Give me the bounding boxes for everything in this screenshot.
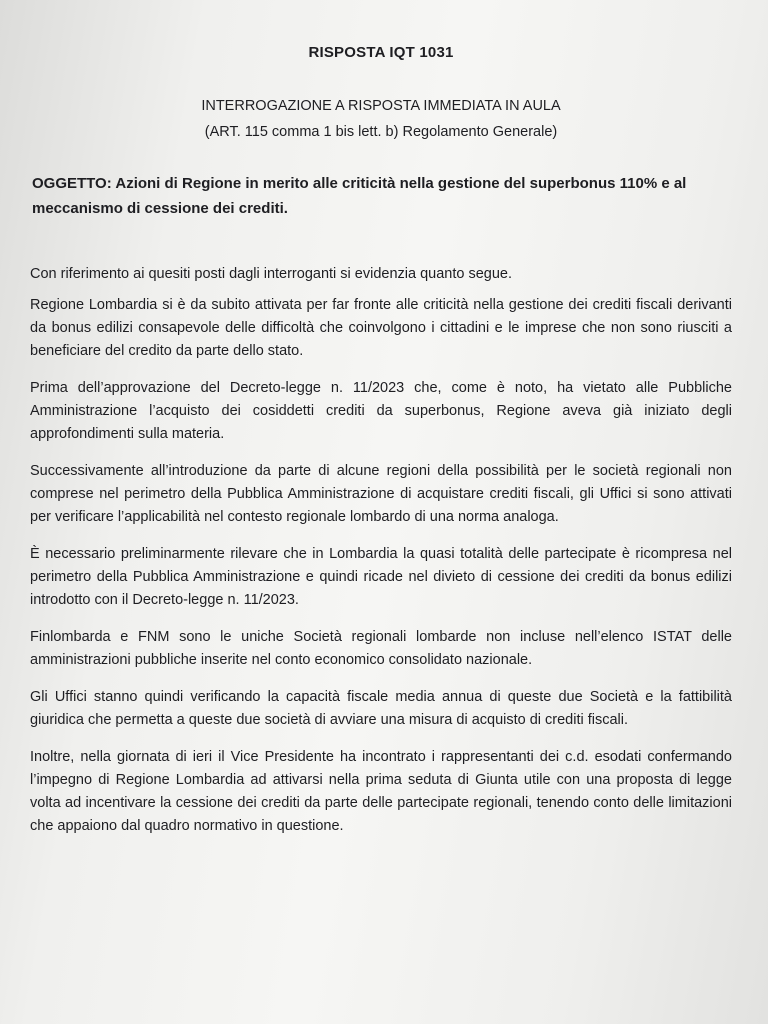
paragraph-8: Inoltre, nella giornata di ieri il Vice Presidente ha incontrato i rappresentanti dei c.d. esodati confermando l’impegno di Regione Lombardia ad attivarsi nella prima seduta di Giunta utile con una proposta di legge volta ad incentivare la cessione dei crediti da parte delle partecipate regionali, tenendo conto delle limitazioni che appaiono dal quadro normativo in questione. [30, 749, 732, 834]
paragraph-7: Gli Uffici stanno quindi verificando la capacità fiscale media annua di queste due Società e la fattibilità giuridica che permetta a queste due società di avviare una misura di acquisto di crediti fiscali. [30, 689, 732, 728]
document-title: RISPOSTA IQT 1031 [308, 44, 454, 61]
paragraph-1: Con riferimento ai quesiti posti dagli interroganti si evidenzia quanto segue. [30, 266, 513, 282]
paragraph-4: Successivamente all’introduzione da parte di alcune regioni della possibilità per le società regionali non comprese nel perimetro della Pubblica Amministrazione di acquistare crediti fiscali, gli Uffici si sono attivati per verificare l’applicabilità nel contesto regionale lombardo di una norma analoga. [30, 463, 732, 525]
paragraph-2: Regione Lombardia si è da subito attivata per far fronte alle criticità nella gestione dei crediti fiscali derivanti da bonus edilizi consapevole delle difficoltà che coinvolgono i cittadini e le imprese che non sono riusciti a beneficiare del credito da parte dello stato. [30, 297, 732, 359]
paragraph-5: È necessario preliminarmente rilevare che in Lombardia la quasi totalità delle partecipate è ricompresa nel perimetro della Pubblica Amministrazione e quindi ricade nel divieto di cessione dei crediti da bonus edilizi introdotto con il Decreto-legge n. 11/2023. [30, 546, 732, 608]
subtitle-line-1: INTERROGAZIONE A RISPOSTA IMMEDIATA IN AULA [201, 98, 561, 114]
subject-block [32, 171, 732, 221]
document-subtitle [30, 93, 732, 145]
paragraph-3: Prima dell’approvazione del Decreto-legge n. 11/2023 che, come è noto, ha vietato alle Pubbliche Amministrazione l’acquisto dei cosiddetti crediti da superbonus, Regione aveva già iniziato degli approfondimenti sulla materia. [30, 380, 732, 442]
paragraph-6: Finlombarda e FNM sono le uniche Società regionali lombarde non incluse nell’elenco ISTAT delle amministrazioni pubbliche inserite nel conto economico consolidato nazionale. [30, 629, 732, 668]
subject-text: Azioni di Regione in merito alle criticità nella gestione del superbonus 110% e al meccanismo di cessione dei crediti. [32, 175, 687, 217]
subtitle-line-2: (ART. 115 comma 1 bis lett. b) Regolamento Generale) [204, 124, 558, 140]
subject-label: OGGETTO: [32, 175, 112, 192]
